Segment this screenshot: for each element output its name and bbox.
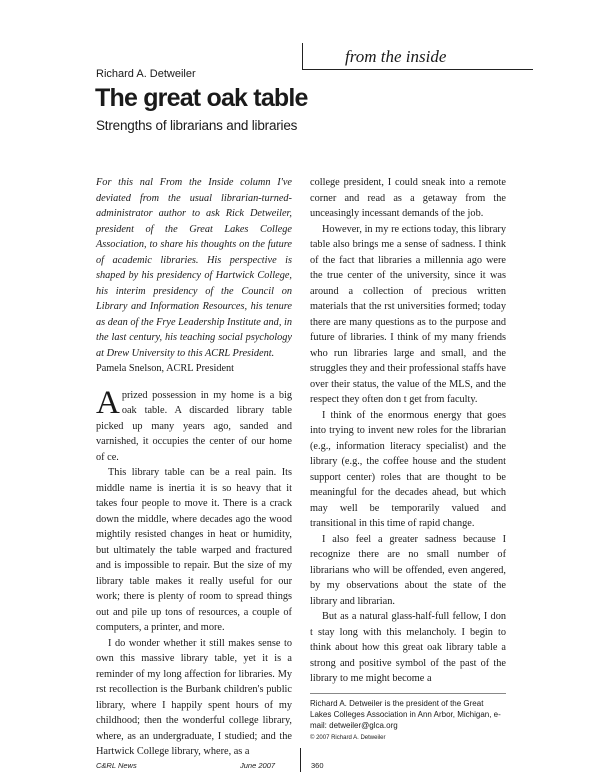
body-paragraph: I also feel a greater sadness because I recognize there are no small number of librarians who will be offended, even angered, by my observations about the state of the library and librarian. xyxy=(310,533,506,607)
article-subtitle: Strengths of librarians and libraries xyxy=(96,118,298,133)
body-paragraph: But as a natural glass-half-full fellow, I don t stay long with this melancholy. I begin to think about how this great oak library table a strong and positive symbol of the past of the library to me might become a xyxy=(310,611,506,684)
author-bio xyxy=(310,692,506,744)
intro-signature: Pamela Snelson, ACRL President xyxy=(96,363,235,374)
body-text: prized possession in my home is a big oak table. A discarded library table picked up many years ago, sanded and varnished, it occupies the center of our home of ce. xyxy=(96,389,292,463)
author-name: Richard A. Detweiler xyxy=(96,68,196,80)
drop-cap: A xyxy=(96,384,120,421)
page-number: 360 xyxy=(311,761,324,770)
left-column xyxy=(96,175,292,760)
right-column xyxy=(310,175,506,687)
section-label: from the inside xyxy=(345,47,447,66)
body-paragraph xyxy=(96,384,292,466)
copyright-notice: © 2007 Richard A. Detweiler xyxy=(310,735,386,741)
article-title: The great oak table xyxy=(95,84,308,112)
body-paragraph: college president, I could sneak into a remote corner and read as a getaway from the unceasingly incessant demands of the job. xyxy=(310,177,506,219)
bio-text: Richard A. Detweiler is the president of the Great Lakes Colleges Association in Ann Arbor, Michigan, e-mail: detweiler@glca.org xyxy=(310,699,501,730)
footer-divider xyxy=(300,748,301,772)
body-paragraph: However, in my re ections today, this library table also brings me a sense of sadness. I think of the fact that libraries a millennia ago were the true center of the university, since it was around a collection of precious written materials that the rst universities formed; today there are many questions as to the purpose and future of libraries. I think of my many friends who run libraries large and small, and the struggles they and their professional staffs have over their status, the value of the MLS, and the respect they often don t get from faculty. xyxy=(310,223,506,405)
body-paragraph: I think of the enormous energy that goes into trying to invent new roles for the librarian (e.g., information literacy specialist) and the library (e.g., the coffee house and the student support center) roles that are thought to be meaningful for the decades ahead, but which may well be temporarily valued and transitional in this time of rapid change. xyxy=(310,409,506,529)
body-paragraph: I do wonder whether it still makes sense to own this massive library table, yet it is a reminder of my long affection for libraries. My rst recollection is the Burbank children's public library, where I happily spent hours of my childhood; then the wonderful college library, where, as an undergraduate, I studied; and the Hartwick College library, where, as a xyxy=(96,637,292,757)
journal-name: C&RL News xyxy=(96,761,137,770)
intro-paragraph: For this nal From the Inside column I've deviated from the usual librarian-turned-administrator author to ask Rick Detweiler, president of the Great Lakes College Association, to share his thoughts on the future of academic libraries. His perspective is shaped by his presidency of Hartwick College, his interim presidency of the Council on Library and Information Resources, his tenure as dean of the Frye Leadership Institute and, in the last century, his teaching social psychology at Drew University to this ACRL President. xyxy=(96,177,292,359)
issue-date: June 2007 xyxy=(240,761,276,770)
body-paragraph: This library table can be a real pain. Its middle name is inertia it is so heavy that it takes four people to move it. There is a crack down the middle, where decades ago the wood mightily resisted changes in heat or humidity, but ultimately the table warped and fractured and is impossible to repair. But the size of my library table makes it really useful for our work; there is plenty of room to spread things out and pile up tons of resources, a couple of computers, a printer, and more. xyxy=(96,467,292,633)
